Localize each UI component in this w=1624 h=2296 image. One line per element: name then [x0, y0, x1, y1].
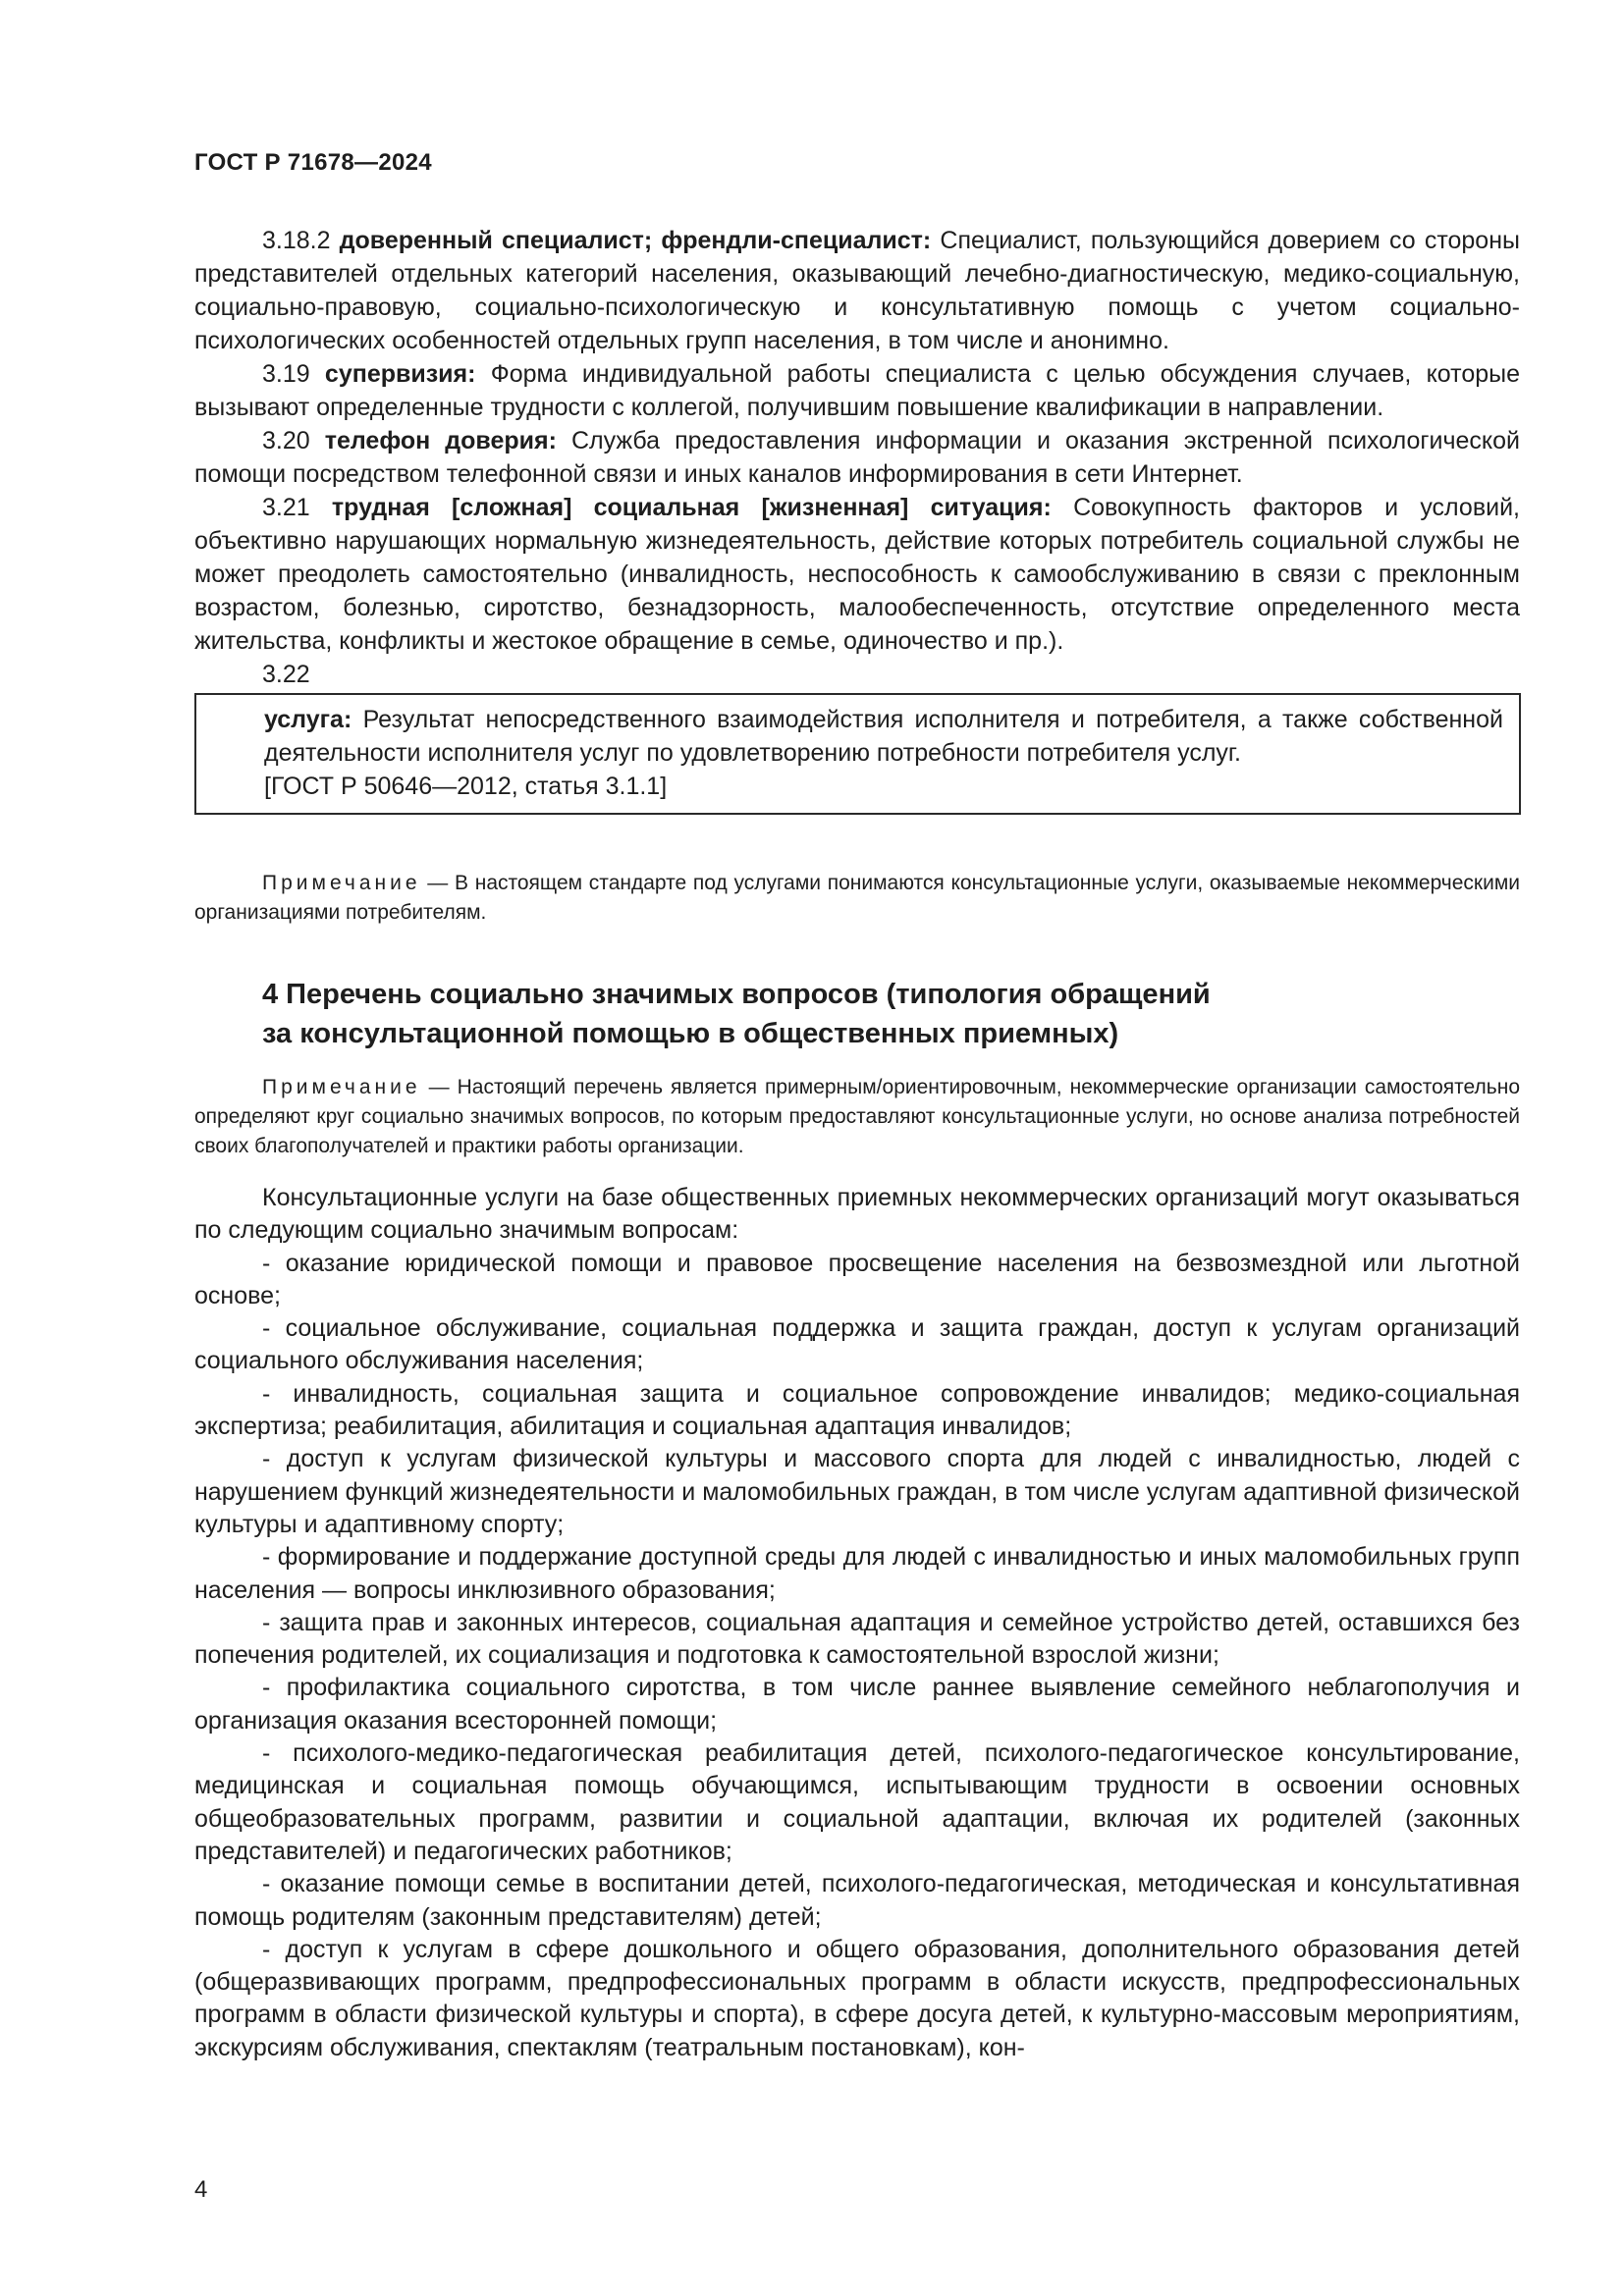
term-number: 3.19 — [262, 360, 310, 388]
list-item: - социальное обслуживание, социальная поддержка и защита граждан, доступ к услугам организаций социального обслуживания населения; — [194, 1314, 1520, 1375]
list-item: - психолого-медико-педагогическая реабилитация детей, психолого-педагогическое консультирование, медицинская и социальная помощь обучающимся, испытывающим трудности в освоении основных общеобразовательных программ, развитии и социальной адаптации, включая их родителей (законных представителей) и педагогических работников; — [194, 1739, 1520, 1865]
note-2 — [194, 1073, 1520, 1161]
term-3-20 — [194, 424, 1520, 491]
note-text: — Настоящий перечень является примерным/ориентировочным, некоммерческие организации самостоятельно определяют круг социально значимых вопросов, по которым предоставляют консультационные услуги, но основе анализа потребностей своих благополучателей и практики работы организации. — [194, 1076, 1520, 1157]
term-definition: Совокупность факторов и условий, объективно нарушающих нормальную жизнедеятельность, действие которых потребитель социальной службы не может преодолеть самостоятельно (инвалидность, неспособность к самообслуживанию в связи с преклонным возрастом, болезнью, сиротство, безнадзорность, малообеспеченность, отсутствие определенного места жительства, конфликты и жестокое обращение в семье, одиночество и пр.). — [194, 494, 1520, 655]
term-3-18-2 — [194, 224, 1520, 357]
list-item: - оказание юридической помощи и правовое просвещение населения на безвозмездной или льготной основе; — [194, 1249, 1520, 1309]
note-text: — В настоящем стандарте под услугами понимаются консультационные услуги, оказываемые некоммерческими организациями потребителям. — [194, 872, 1520, 924]
term-name: телефон доверия: — [324, 427, 557, 454]
document-header: ГОСТ Р 71678—2024 — [194, 149, 432, 176]
term-name: трудная [сложная] социальная [жизненная] ситуация: — [331, 494, 1052, 521]
note-1 — [194, 869, 1520, 928]
term-3-22 — [264, 703, 1503, 770]
term-definition: Форма индивидуальной работы специалиста с целью обсуждения случаев, которые вызывают определенные трудности с коллегой, получившим повышение квалификации в направлении. — [194, 360, 1521, 421]
note-label: Примечание — [262, 872, 421, 894]
section-4-title — [262, 975, 1489, 1053]
list-item: - защита прав и законных интересов, социальная адаптация и семейное устройство детей, оставшихся без попечения родителей, их социализация и подготовка к самостоятельной взрослой жизни; — [194, 1608, 1520, 1670]
intro-paragraph: Консультационные услуги на базе общественных приемных некоммерческих организаций могут оказываться по следующим социально значимым вопросам: — [194, 1184, 1520, 1245]
list-item: - доступ к услугам в сфере дошкольного и общего образования, дополнительного образования детей (общеразвивающих программ, предпрофессиональных программ в области искусств, предпрофессиональных программ в области физической культуры и спорта), в сфере досуга детей, к культурно-массовым мероприятиям, экскурсиям обслуживания, спектаклям (театральным постановкам), кон- — [194, 1935, 1520, 2061]
term-3-22-number: 3.22 — [262, 661, 310, 688]
term-number: 3.18.2 — [262, 227, 331, 254]
section-title-line-1: 4 Перечень социально значимых вопросов (типология обращений — [262, 979, 1211, 1010]
terms-section — [194, 224, 1520, 815]
list-item: - профилактика социального сиротства, в том числе раннее выявление семейного неблагополучия и организация оказания всесторонней помощи; — [194, 1674, 1520, 1735]
page-number: 4 — [194, 2176, 208, 2203]
term-name: доверенный специалист; френдли-специалист: — [339, 227, 932, 254]
term-definition: Результат непосредственного взаимодействия исполнителя и потребителя, а также собственной деятельности исполнителя услуг по удовлетворению потребности потребителя услуг. — [264, 706, 1503, 767]
term-number: 3.21 — [262, 494, 310, 521]
list-item: - оказание помощи семье в воспитании детей, психолого-педагогическая, методическая и консультативная помощь родителям (законным представителям) детей; — [194, 1870, 1520, 1931]
term-3-19 — [194, 357, 1520, 424]
term-number: 3.20 — [262, 427, 310, 454]
term-name: супервизия: — [324, 360, 476, 388]
term-reference: [ГОСТ Р 50646—2012, статья 3.1.1] — [264, 773, 668, 800]
term-definition: Специалист, пользующийся доверием со стороны представителей отдельных категорий населения, оказывающий лечебно-диагностическую, медико-социальную, социально-правовую, социально-психологическую и консультативную помощь с учетом социально-психологических особенностей отдельных групп населения, в том числе и анонимно. — [194, 227, 1520, 354]
term-3-22-box — [194, 693, 1521, 815]
section-title-line-2: за консультационной помощью в общественных приемных) — [262, 1018, 1119, 1049]
list-item: - формирование и поддержание доступной среды для людей с инвалидностью и иных маломобильных групп населения — вопросы инклюзивного образования; — [194, 1543, 1520, 1604]
note-label: Примечание — [262, 1076, 421, 1098]
list-item: - инвалидность, социальная защита и социальное сопровождение инвалидов; медико-социальная экспертиза; реабилитация, абилитация и социальная адаптация инвалидов; — [194, 1379, 1520, 1441]
term-name: услуга: — [264, 706, 352, 733]
term-definition: Служба предоставления информации и оказания экстренной психологической помощи посредством телефонной связи и иных каналов информирования в сети Интернет. — [194, 427, 1520, 488]
section-4-body — [194, 1182, 1520, 2064]
list-item: - доступ к услугам физической культуры и массового спорта для людей с инвалидностью, людей с нарушением функций жизнедеятельности и маломобильных граждан, в том числе услугам адаптивной физической культуры и адаптивному спорту; — [194, 1445, 1520, 1538]
term-3-21 — [194, 491, 1520, 658]
